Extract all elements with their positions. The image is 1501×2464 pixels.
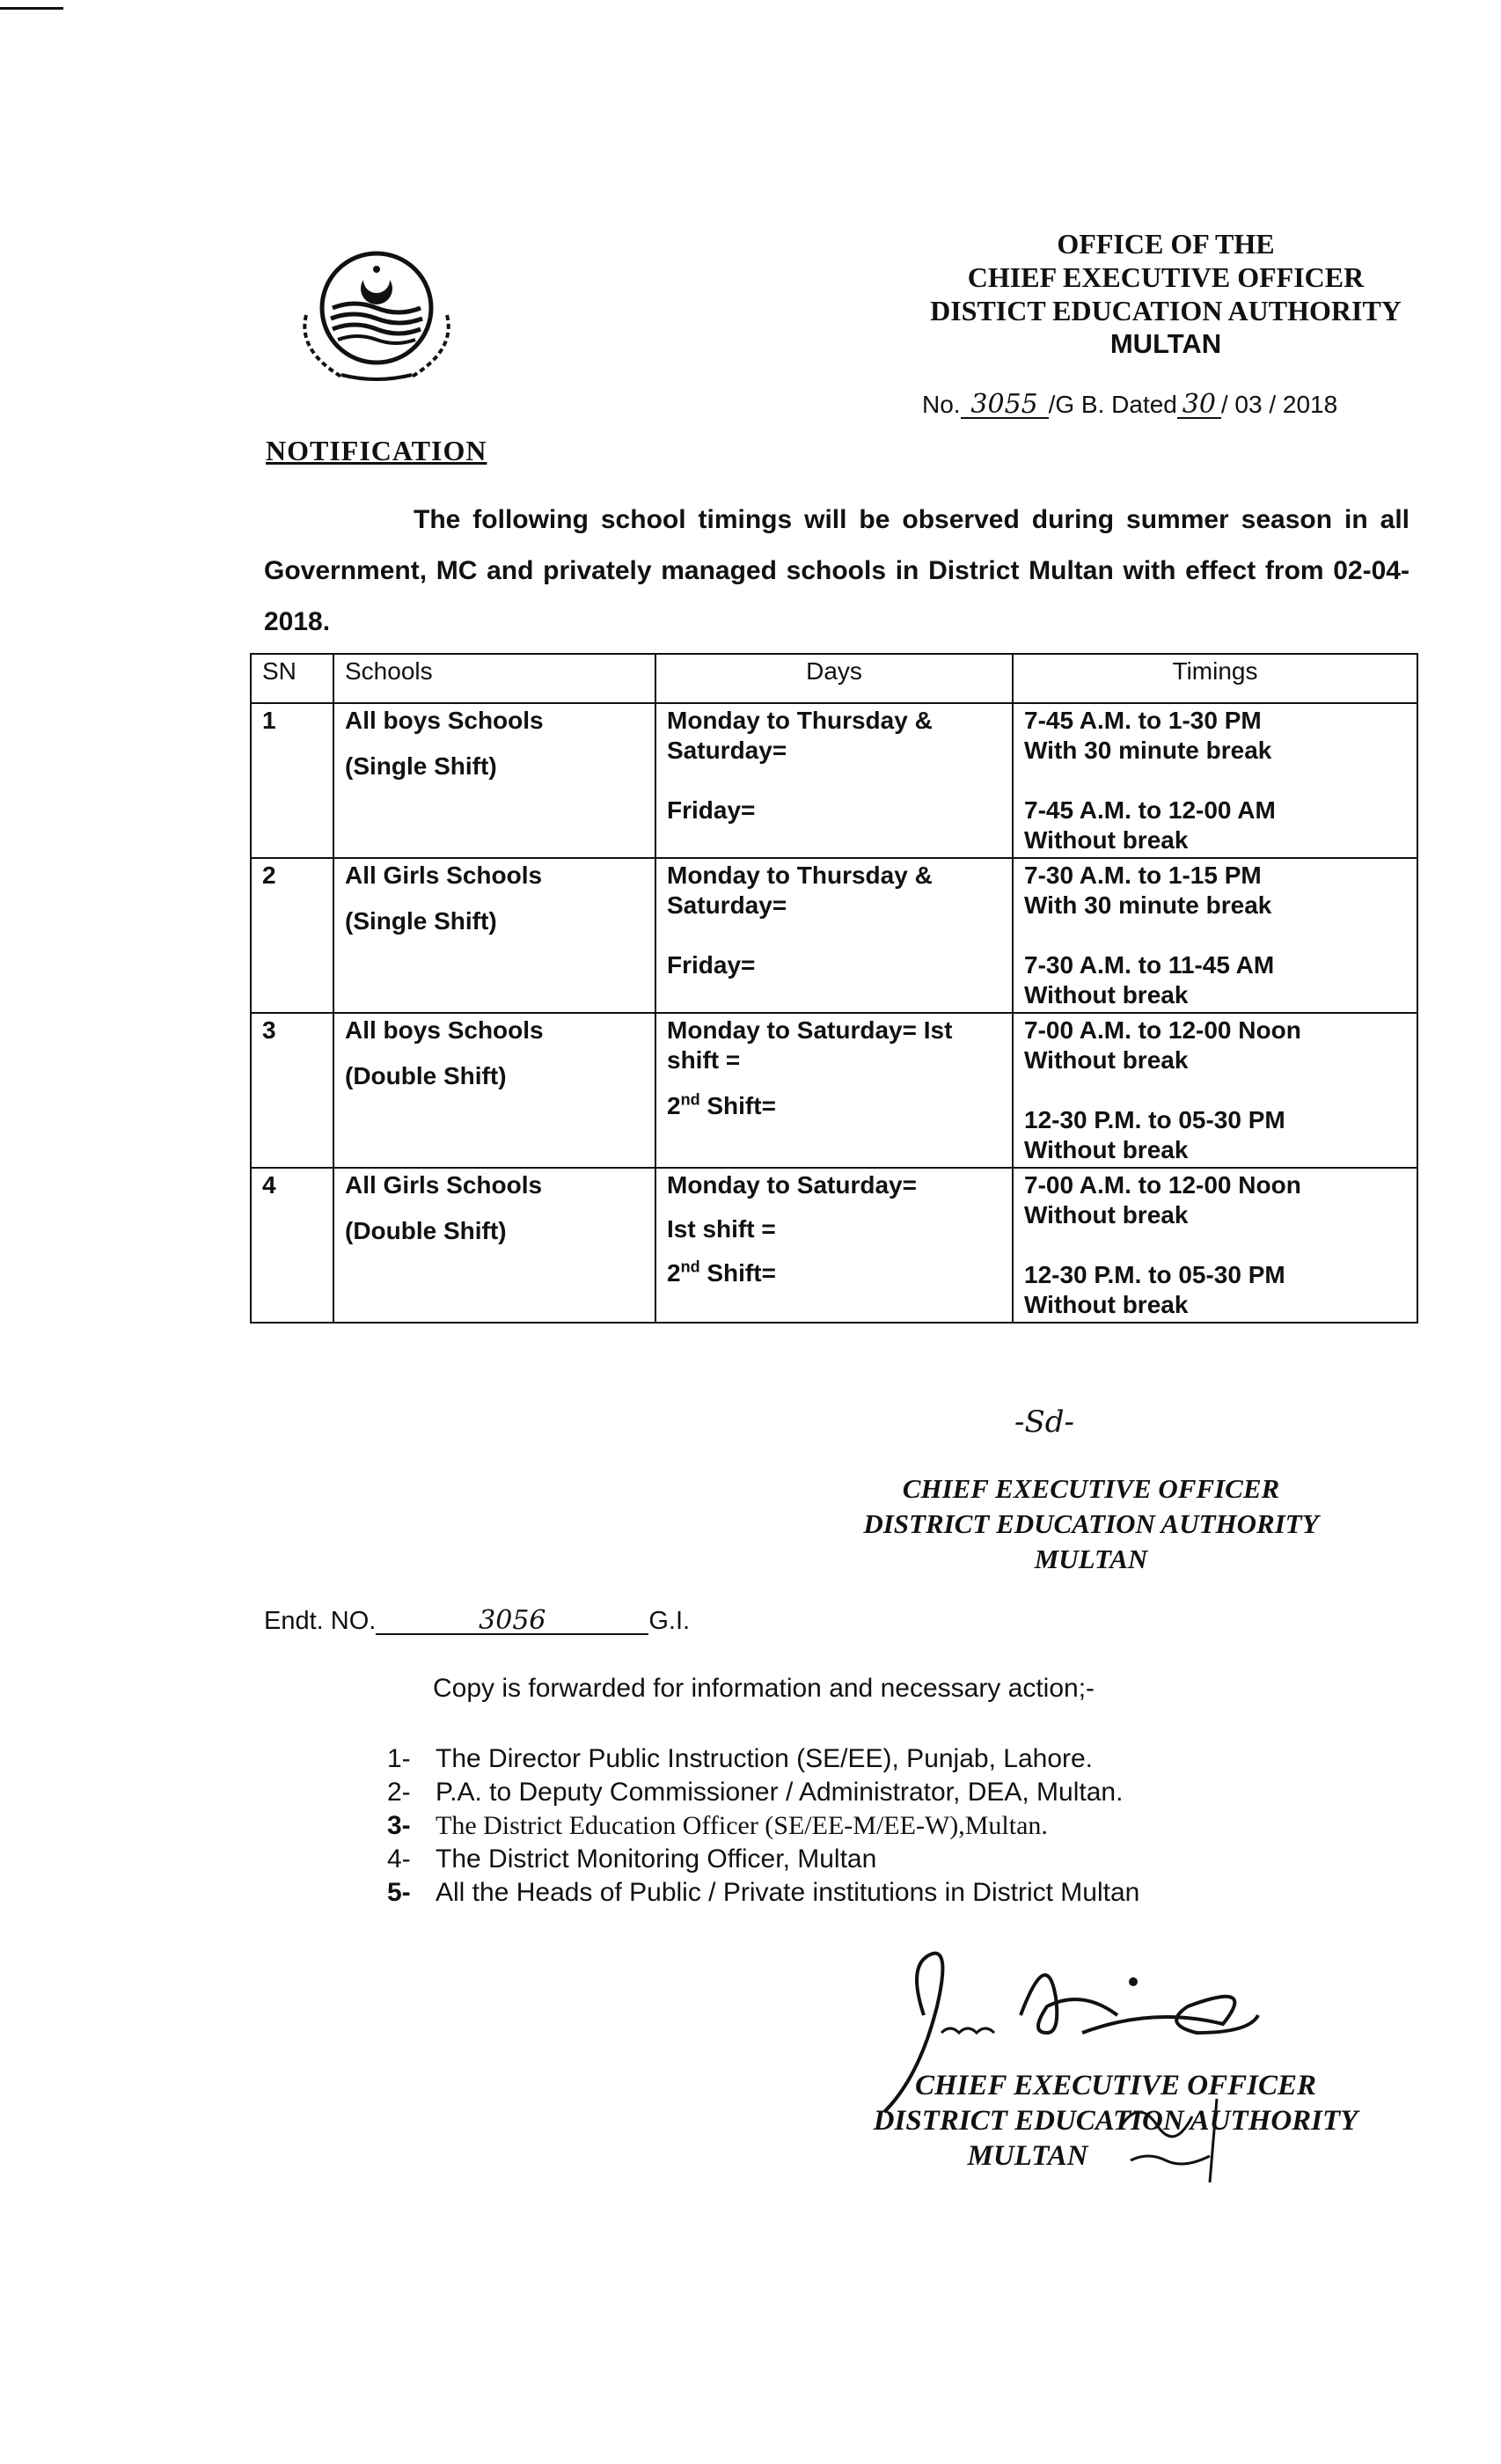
list-item bbox=[387, 1876, 1139, 1910]
time-primary-note: With 30 minute break bbox=[1024, 891, 1272, 919]
ref-day-handwritten: 30 bbox=[1177, 392, 1221, 419]
list-item bbox=[387, 1809, 1139, 1843]
cell-timings bbox=[1013, 703, 1417, 858]
cell-timings bbox=[1013, 1013, 1417, 1168]
cell-timings bbox=[1013, 858, 1417, 1013]
school-name: All boys Schools bbox=[345, 707, 544, 734]
list-item-text: The District Education Officer (SE/EE-M/EE-W),Multan. bbox=[436, 1811, 1048, 1840]
header-days: Days bbox=[655, 654, 1013, 703]
cell-sn: 2 bbox=[251, 858, 333, 1013]
header-sn: SN bbox=[251, 654, 333, 703]
days-secondary bbox=[667, 1258, 1001, 1288]
header-schools: Schools bbox=[333, 654, 655, 703]
signature-block-1 bbox=[792, 1471, 1390, 1577]
list-item-number: 1- bbox=[387, 1744, 411, 1773]
list-item bbox=[387, 1843, 1139, 1876]
list-item bbox=[387, 1742, 1139, 1776]
cell-sn: 1 bbox=[251, 703, 333, 858]
distribution-list bbox=[387, 1742, 1139, 1910]
copy-forward-text: Copy is forwarded for information and necessary action;- bbox=[433, 1674, 1095, 1703]
table-row bbox=[251, 703, 1417, 858]
shift-label: Shift= bbox=[699, 1259, 776, 1287]
time-primary: 7-00 A.M. to 12-00 Noon bbox=[1024, 1016, 1301, 1044]
shift-ordinal: nd bbox=[680, 1258, 700, 1276]
header-timings: Timings bbox=[1013, 654, 1417, 703]
handwritten-initials bbox=[1113, 2090, 1227, 2187]
school-name: All Girls Schools bbox=[345, 1171, 543, 1199]
time-primary: 7-00 A.M. to 12-00 Noon bbox=[1024, 1171, 1301, 1199]
signatory-title: CHIEF EXECUTIVE OFFICER bbox=[914, 2070, 1317, 2101]
time-secondary: 7-30 A.M. to 11-45 AM bbox=[1024, 951, 1275, 979]
school-shift: (Double Shift) bbox=[345, 1062, 507, 1089]
shift-number: 2 bbox=[667, 1092, 681, 1119]
list-item-text: P.A. to Deputy Commissioner / Administrator, DEA, Multan. bbox=[436, 1778, 1124, 1807]
time-primary-note: With 30 minute break bbox=[1024, 737, 1272, 764]
shift-label: Shift= bbox=[699, 1092, 776, 1119]
school-timings-table bbox=[250, 653, 1418, 1324]
office-line-2: CHIEF EXECUTIVE OFFICER bbox=[967, 261, 1365, 293]
time-secondary-note: Without break bbox=[1024, 1136, 1189, 1163]
days-primary-shift: Ist shift = bbox=[667, 1215, 776, 1243]
table-header-row bbox=[251, 654, 1417, 703]
days-primary: Monday to Saturday= bbox=[667, 1171, 917, 1199]
days-secondary bbox=[667, 1091, 1001, 1121]
ref-mid: /G B. Dated bbox=[1048, 391, 1177, 418]
school-shift: (Double Shift) bbox=[345, 1217, 507, 1244]
table-row bbox=[251, 1013, 1417, 1168]
cell-timings bbox=[1013, 1168, 1417, 1323]
endorsement-prefix: Endt. NO. bbox=[264, 1607, 377, 1635]
school-name: All Girls Schools bbox=[345, 862, 543, 889]
list-item-number: 5- bbox=[387, 1878, 411, 1907]
time-secondary-note: Without break bbox=[1024, 1291, 1189, 1318]
ref-suffix: / 03 / 2018 bbox=[1220, 391, 1338, 418]
list-item-number: 2- bbox=[387, 1778, 411, 1807]
list-item-number: 4- bbox=[387, 1844, 411, 1874]
time-primary-note: Without break bbox=[1024, 1201, 1189, 1228]
signatory-authority: DISTRICT EDUCATION AUTHORITY bbox=[863, 1508, 1319, 1539]
signatory-authority: DISTRICT EDUCATION AUTHORITY bbox=[873, 2105, 1358, 2137]
signed-scrawl: -Sd- bbox=[1014, 1404, 1075, 1440]
time-secondary: 7-45 A.M. to 12-00 AM bbox=[1024, 796, 1276, 824]
list-item-number: 3- bbox=[387, 1811, 411, 1840]
time-secondary-note: Without break bbox=[1024, 826, 1189, 854]
school-shift: (Single Shift) bbox=[345, 907, 497, 935]
days-primary: Monday to Saturday= Ist shift = bbox=[667, 1016, 953, 1074]
office-line-3: DISTICT EDUCATION AUTHORITY bbox=[930, 295, 1402, 326]
time-primary: 7-30 A.M. to 1-15 PM bbox=[1024, 862, 1262, 889]
cell-sn: 4 bbox=[251, 1168, 333, 1323]
time-secondary-note: Without break bbox=[1024, 981, 1189, 1008]
days-primary: Monday to Thursday & Saturday= bbox=[667, 707, 933, 764]
endorsement-suffix: G.I. bbox=[648, 1607, 691, 1635]
cell-school bbox=[333, 1013, 655, 1168]
time-secondary: 12-30 P.M. to 05-30 PM bbox=[1024, 1106, 1285, 1133]
office-heading bbox=[889, 227, 1443, 361]
days-secondary: Friday= bbox=[667, 796, 756, 824]
list-item-text: All the Heads of Public / Private institutions in District Multan bbox=[436, 1878, 1140, 1907]
list-item-text: The District Monitoring Officer, Multan bbox=[436, 1844, 877, 1874]
endorsement-number-handwritten: 3056 bbox=[376, 1609, 648, 1635]
endorsement-line bbox=[264, 1607, 690, 1636]
cell-days bbox=[655, 858, 1013, 1013]
cell-sn: 3 bbox=[251, 1013, 333, 1168]
list-item-text: The Director Public Instruction (SE/EE), Punjab, Lahore. bbox=[436, 1744, 1094, 1773]
school-shift: (Single Shift) bbox=[345, 752, 497, 780]
list-item bbox=[387, 1776, 1139, 1809]
intro-paragraph: The following school timings will be observed during summer season in all Government, MC and privately managed schools in District Multan with effect from 02-04-2018. bbox=[264, 505, 1409, 636]
time-primary: 7-45 A.M. to 1-30 PM bbox=[1024, 707, 1262, 734]
signatory-city: MULTAN bbox=[1034, 1544, 1148, 1574]
signatory-city: MULTAN bbox=[967, 2140, 1088, 2172]
shift-ordinal: nd bbox=[680, 1090, 700, 1109]
cell-school bbox=[333, 703, 655, 858]
office-line-1: OFFICE OF THE bbox=[1057, 228, 1275, 260]
table-row bbox=[251, 1168, 1417, 1323]
notification-intro bbox=[264, 495, 1409, 648]
ref-number-handwritten: 3055 bbox=[961, 392, 1049, 419]
scan-corner-mark bbox=[0, 7, 63, 10]
reference-number bbox=[922, 391, 1337, 419]
time-secondary: 12-30 P.M. to 05-30 PM bbox=[1024, 1261, 1285, 1288]
cell-school bbox=[333, 858, 655, 1013]
signatory-title: CHIEF EXECUTIVE OFFICER bbox=[902, 1473, 1280, 1504]
ref-prefix: No. bbox=[922, 391, 961, 418]
shift-number: 2 bbox=[667, 1259, 681, 1287]
office-line-4: MULTAN bbox=[1109, 328, 1222, 359]
time-primary-note: Without break bbox=[1024, 1046, 1189, 1074]
cell-school bbox=[333, 1168, 655, 1323]
cell-days bbox=[655, 1013, 1013, 1168]
cell-days bbox=[655, 703, 1013, 858]
cell-days bbox=[655, 1168, 1013, 1323]
school-name: All boys Schools bbox=[345, 1016, 544, 1044]
table-row bbox=[251, 858, 1417, 1013]
punjab-crest-logo bbox=[280, 245, 473, 385]
days-primary: Monday to Thursday & Saturday= bbox=[667, 862, 933, 919]
days-secondary: Friday= bbox=[667, 951, 756, 979]
notification-title: NOTIFICATION bbox=[266, 435, 487, 466]
